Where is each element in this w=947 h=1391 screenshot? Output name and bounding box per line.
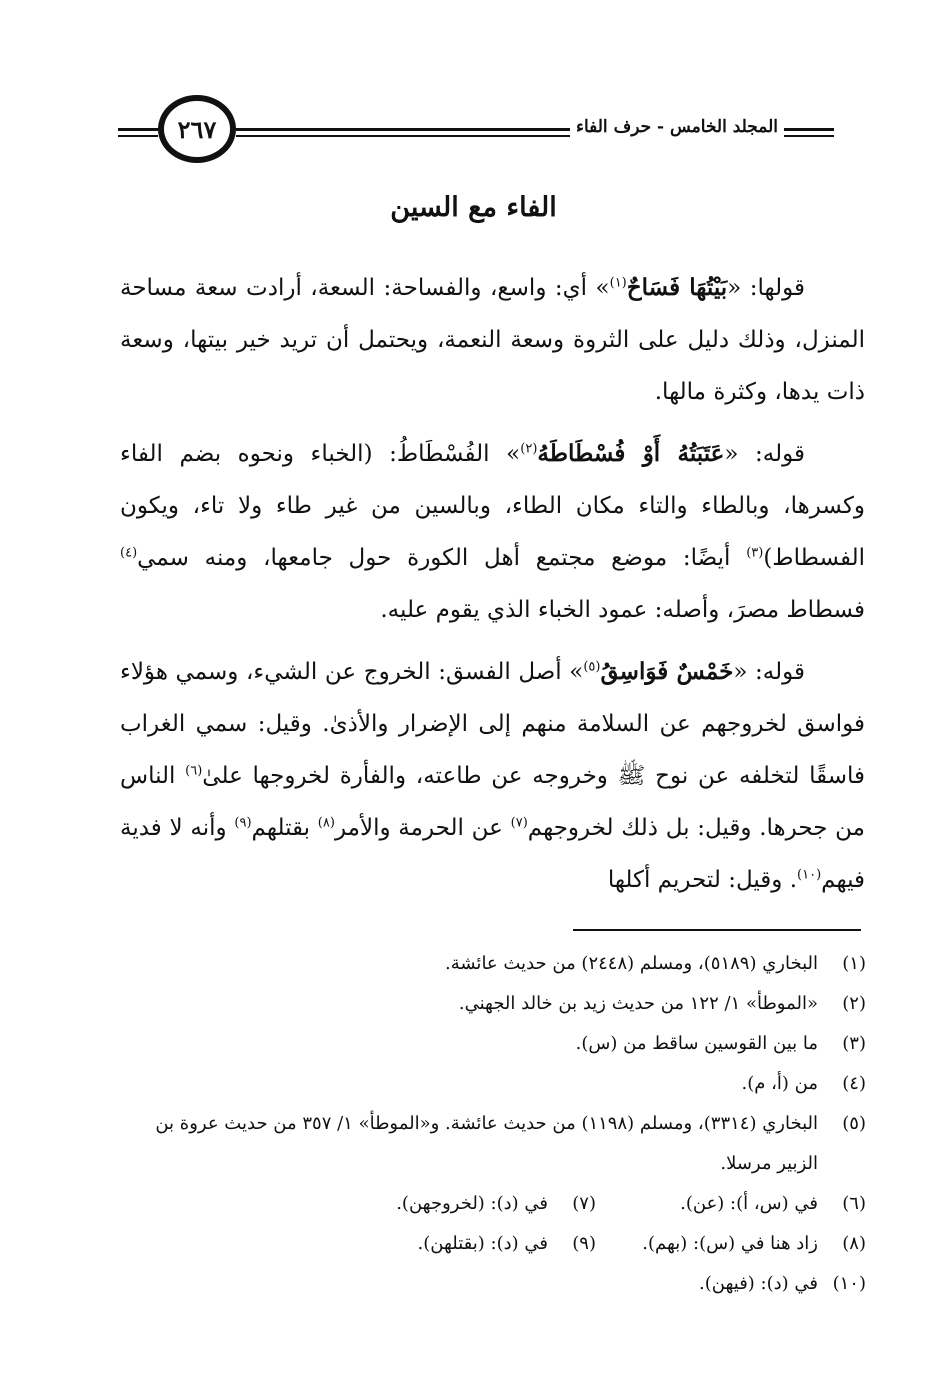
footnote-ref: (١) bbox=[609, 275, 627, 291]
text-run: وأنه لا فدية فيهم bbox=[120, 815, 865, 893]
quoted-phrase: بَيْتُهَا فَسَاحٌ bbox=[626, 274, 728, 301]
footnote-text: في (د): (فيهن). bbox=[699, 1273, 818, 1294]
footnote-text: في (د): (لخروجهن). bbox=[396, 1193, 548, 1214]
footnote-ref: (٥) bbox=[583, 659, 601, 675]
footnote-ref: (٧) bbox=[510, 815, 528, 831]
footnote-ref: (٤) bbox=[120, 545, 138, 561]
text-run: قوله: « bbox=[733, 659, 805, 685]
footnote-number: (٣) bbox=[842, 1033, 866, 1054]
footnote bbox=[371, 1224, 596, 1264]
footnote bbox=[596, 1184, 866, 1224]
text-run: أيضًا: موضع مجتمع أهل الكورة حول جامعها، ومنه سمي bbox=[137, 545, 747, 571]
footnote-ref: (٨) bbox=[317, 815, 335, 831]
footnote-number: (١٠) bbox=[832, 1273, 866, 1294]
footnote-ref: (٩) bbox=[234, 815, 252, 831]
footnote bbox=[118, 1264, 866, 1304]
text-run: . وقيل: لتحريم أكلها bbox=[607, 867, 798, 893]
footnote-row bbox=[118, 1184, 866, 1224]
footnote-number: (٤) bbox=[842, 1073, 866, 1094]
text-run: فسطاط مصرَ، وأصله: عمود الخباء الذي يقوم عليه. bbox=[380, 597, 865, 623]
header-rule-left-lower bbox=[118, 135, 158, 137]
footnote-number: (٨) bbox=[842, 1233, 866, 1254]
footnote-separator bbox=[573, 929, 861, 931]
text-run: » أي: واسع، والفساحة: السعة، أرادت سعة مساحة المنزل، وذلك دليل على الثروة وسعة النعمة، ويحتمل أن تريد خير بيتها، وسعة ذات يدها، وكثرة مالها. bbox=[120, 275, 865, 405]
footnote-ref: (٣) bbox=[746, 545, 764, 561]
footnote-text: من (أ، م). bbox=[741, 1073, 818, 1094]
footnote-ref: (٦) bbox=[185, 763, 203, 779]
footnote bbox=[118, 1064, 866, 1104]
text-run: قولها: « bbox=[727, 275, 805, 301]
footnote-text: البخاري (٣٣١٤)، ومسلم (١١٩٨) من حديث عائشة. و«الموطأ» ١/ ٣٥٧ من حديث عروة بن الزبير مرسلا. bbox=[155, 1113, 818, 1174]
text-run: » أصل الفسق: الخروج عن الشيء، وسمي هؤلاء فواسق لخروجهم عن السلامة منهم إلى الإضرار والأذىٰ. وقيل: سمي الغراب فاسقًا لتخلفه عن نوح ﷺ وخروجه عن طاعته، والفأرة لخروجها علىٰ bbox=[120, 659, 865, 789]
footnote-number: (٢) bbox=[842, 993, 866, 1014]
footnote-ref: (١٠) bbox=[797, 867, 822, 883]
footnote-number: (١) bbox=[842, 953, 866, 974]
quoted-phrase: عَتَبَتُهُ أَوْ فُسْطَاطَهُ bbox=[537, 440, 725, 467]
text-run: بقتلهم bbox=[251, 815, 318, 841]
text-run: عن الحرمة والأمر bbox=[334, 815, 511, 841]
footnote bbox=[118, 944, 866, 984]
section-title: الفاء مع السين bbox=[390, 192, 557, 223]
footnotes bbox=[118, 944, 866, 1304]
footnote-text: ما بين القوسين ساقط من (س). bbox=[575, 1033, 818, 1054]
footnote bbox=[118, 1024, 866, 1064]
footnote-text: في (د): (بقتلهن). bbox=[417, 1233, 548, 1254]
main-text bbox=[120, 262, 865, 916]
footnote bbox=[596, 1224, 866, 1264]
footnote-text: البخاري (٥١٨٩)، ومسلم (٢٤٤٨) من حديث عائشة. bbox=[445, 953, 818, 974]
text-run: قوله: « bbox=[724, 441, 805, 467]
footnote bbox=[118, 984, 866, 1024]
header-rule-left bbox=[118, 128, 158, 131]
footnote-number: (٥) bbox=[842, 1113, 866, 1134]
footnote-number: (٧) bbox=[572, 1193, 596, 1214]
footnote bbox=[118, 1104, 866, 1184]
paragraph-3 bbox=[120, 646, 865, 906]
page-number: ٢٦٧ bbox=[158, 95, 236, 163]
footnote-ref: (٢) bbox=[520, 441, 538, 457]
running-head: المجلد الخامس - حرف الفاء bbox=[570, 117, 784, 137]
text-run: » الفُسْطَاطُ: (الخباء ونحوه بضم الفاء وكسرها، وبالطاء والتاء مكان الطاء، وبالسين من غير طاء ولا تاء، ويكون الفسطاط) bbox=[120, 441, 865, 571]
paragraph-2 bbox=[120, 428, 865, 636]
page-header bbox=[118, 95, 834, 167]
footnote-row bbox=[118, 1224, 866, 1264]
text-run: الناس من جحرها. وقيل: بل ذلك لخروجهم bbox=[120, 763, 865, 841]
footnote bbox=[371, 1184, 596, 1224]
quoted-phrase: خَمْسٌ فَوَاسِقُ bbox=[600, 658, 734, 685]
paragraph-1 bbox=[120, 262, 865, 418]
footnote-number: (٦) bbox=[842, 1193, 866, 1214]
footnote-text: زاد هنا في (س): (بهم). bbox=[642, 1233, 818, 1254]
footnote-text: «الموطأ» ١/ ١٢٢ من حديث زيد بن خالد الجهني. bbox=[458, 993, 818, 1014]
footnote-text: في (س، أ): (عن). bbox=[680, 1193, 818, 1214]
footnote-number: (٩) bbox=[572, 1233, 596, 1254]
